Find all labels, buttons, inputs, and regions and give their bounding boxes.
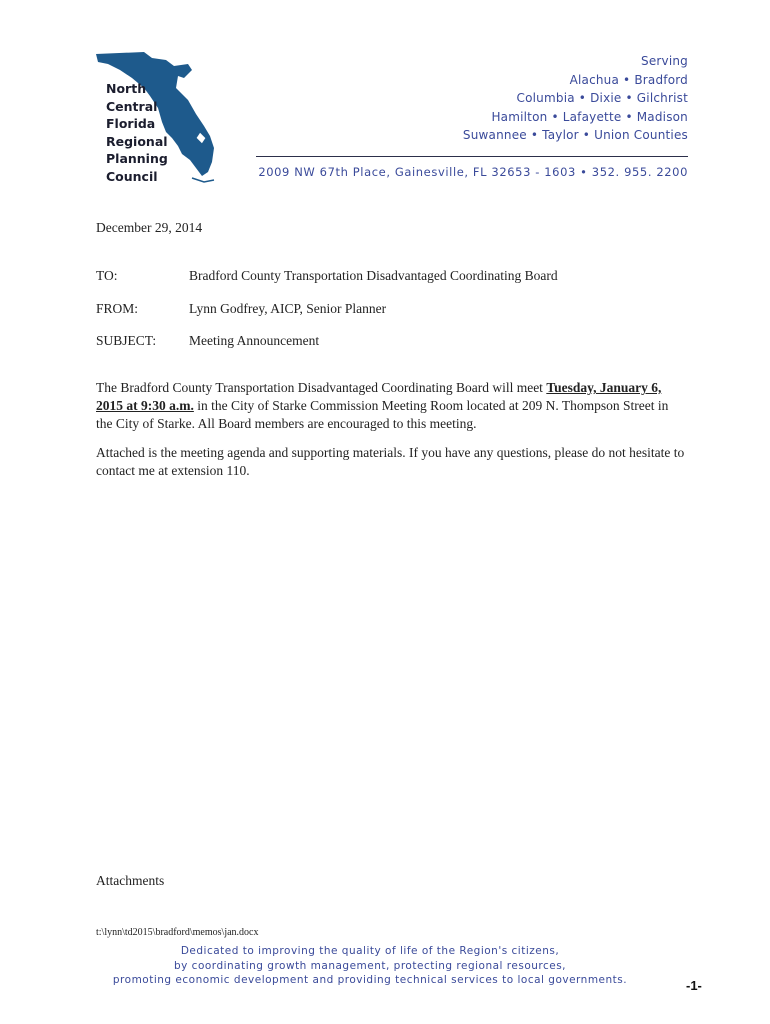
mission-line: promoting economic development and providing technical services to local governments. bbox=[112, 974, 628, 986]
serving-line: Hamilton • Lafayette • Madison bbox=[491, 109, 688, 124]
org-line: Central bbox=[106, 98, 158, 114]
org-line: Regional bbox=[106, 133, 168, 149]
meeting-paragraph-location: in the City of Starke Commission Meeting Room located at 209 N. Thompson Street in the City of Starke. All Board members are encouraged to this meeting. bbox=[96, 398, 669, 431]
attachments-label: Attachments bbox=[96, 873, 165, 888]
memo-date: December 29, 2014 bbox=[96, 220, 203, 235]
org-line: Planning bbox=[106, 151, 168, 166]
org-line: Council bbox=[106, 168, 158, 184]
subject-value: Meeting Announcement bbox=[189, 333, 320, 348]
organization-name bbox=[106, 80, 196, 185]
attachments-paragraph: Attached is the meeting agenda and supporting materials. If you have any questions, please do not hesitate to contact me at extension 110. bbox=[96, 445, 685, 478]
mission-line: by coordinating growth management, protecting regional resources, bbox=[173, 959, 567, 972]
org-line: North bbox=[106, 81, 147, 96]
subject-label: SUBJECT: bbox=[96, 333, 157, 348]
from-value: Lynn Godfrey, AICP, Senior Planner bbox=[189, 301, 387, 316]
to-value: Bradford County Transportation Disadvantaged Coordinating Board bbox=[189, 268, 558, 283]
page-number: -1- bbox=[686, 978, 702, 993]
serving-counties bbox=[348, 52, 688, 145]
meeting-paragraph bbox=[96, 379, 688, 433]
serving-line: Columbia • Dixie • Gilchrist bbox=[516, 91, 688, 105]
meeting-date-time: Tuesday, January 6, 2015 at 9:30 a.m. bbox=[96, 380, 662, 413]
meeting-paragraph-intro: The Bradford County Transportation Disadvantaged Coordinating Board will meet bbox=[96, 380, 547, 395]
serving-line: Suwannee • Taylor • Union Counties bbox=[462, 128, 688, 142]
mission-statement bbox=[60, 944, 680, 988]
org-line: Florida bbox=[106, 116, 156, 131]
file-path: t:\lynn\td2015\bradford\memos\jan.docx bbox=[96, 927, 259, 938]
to-label: TO: bbox=[96, 268, 118, 283]
serving-line: Alachua • Bradford bbox=[569, 72, 688, 87]
letterhead-divider bbox=[256, 156, 688, 157]
mission-line: Dedicated to improving the quality of life of the Region's citizens, bbox=[180, 945, 560, 957]
serving-line: Serving bbox=[641, 54, 688, 68]
office-address: 2009 NW 67th Place, Gainesville, FL 32653 - 1603 • 352. 955. 2200 bbox=[258, 165, 688, 179]
from-label: FROM: bbox=[96, 301, 139, 316]
